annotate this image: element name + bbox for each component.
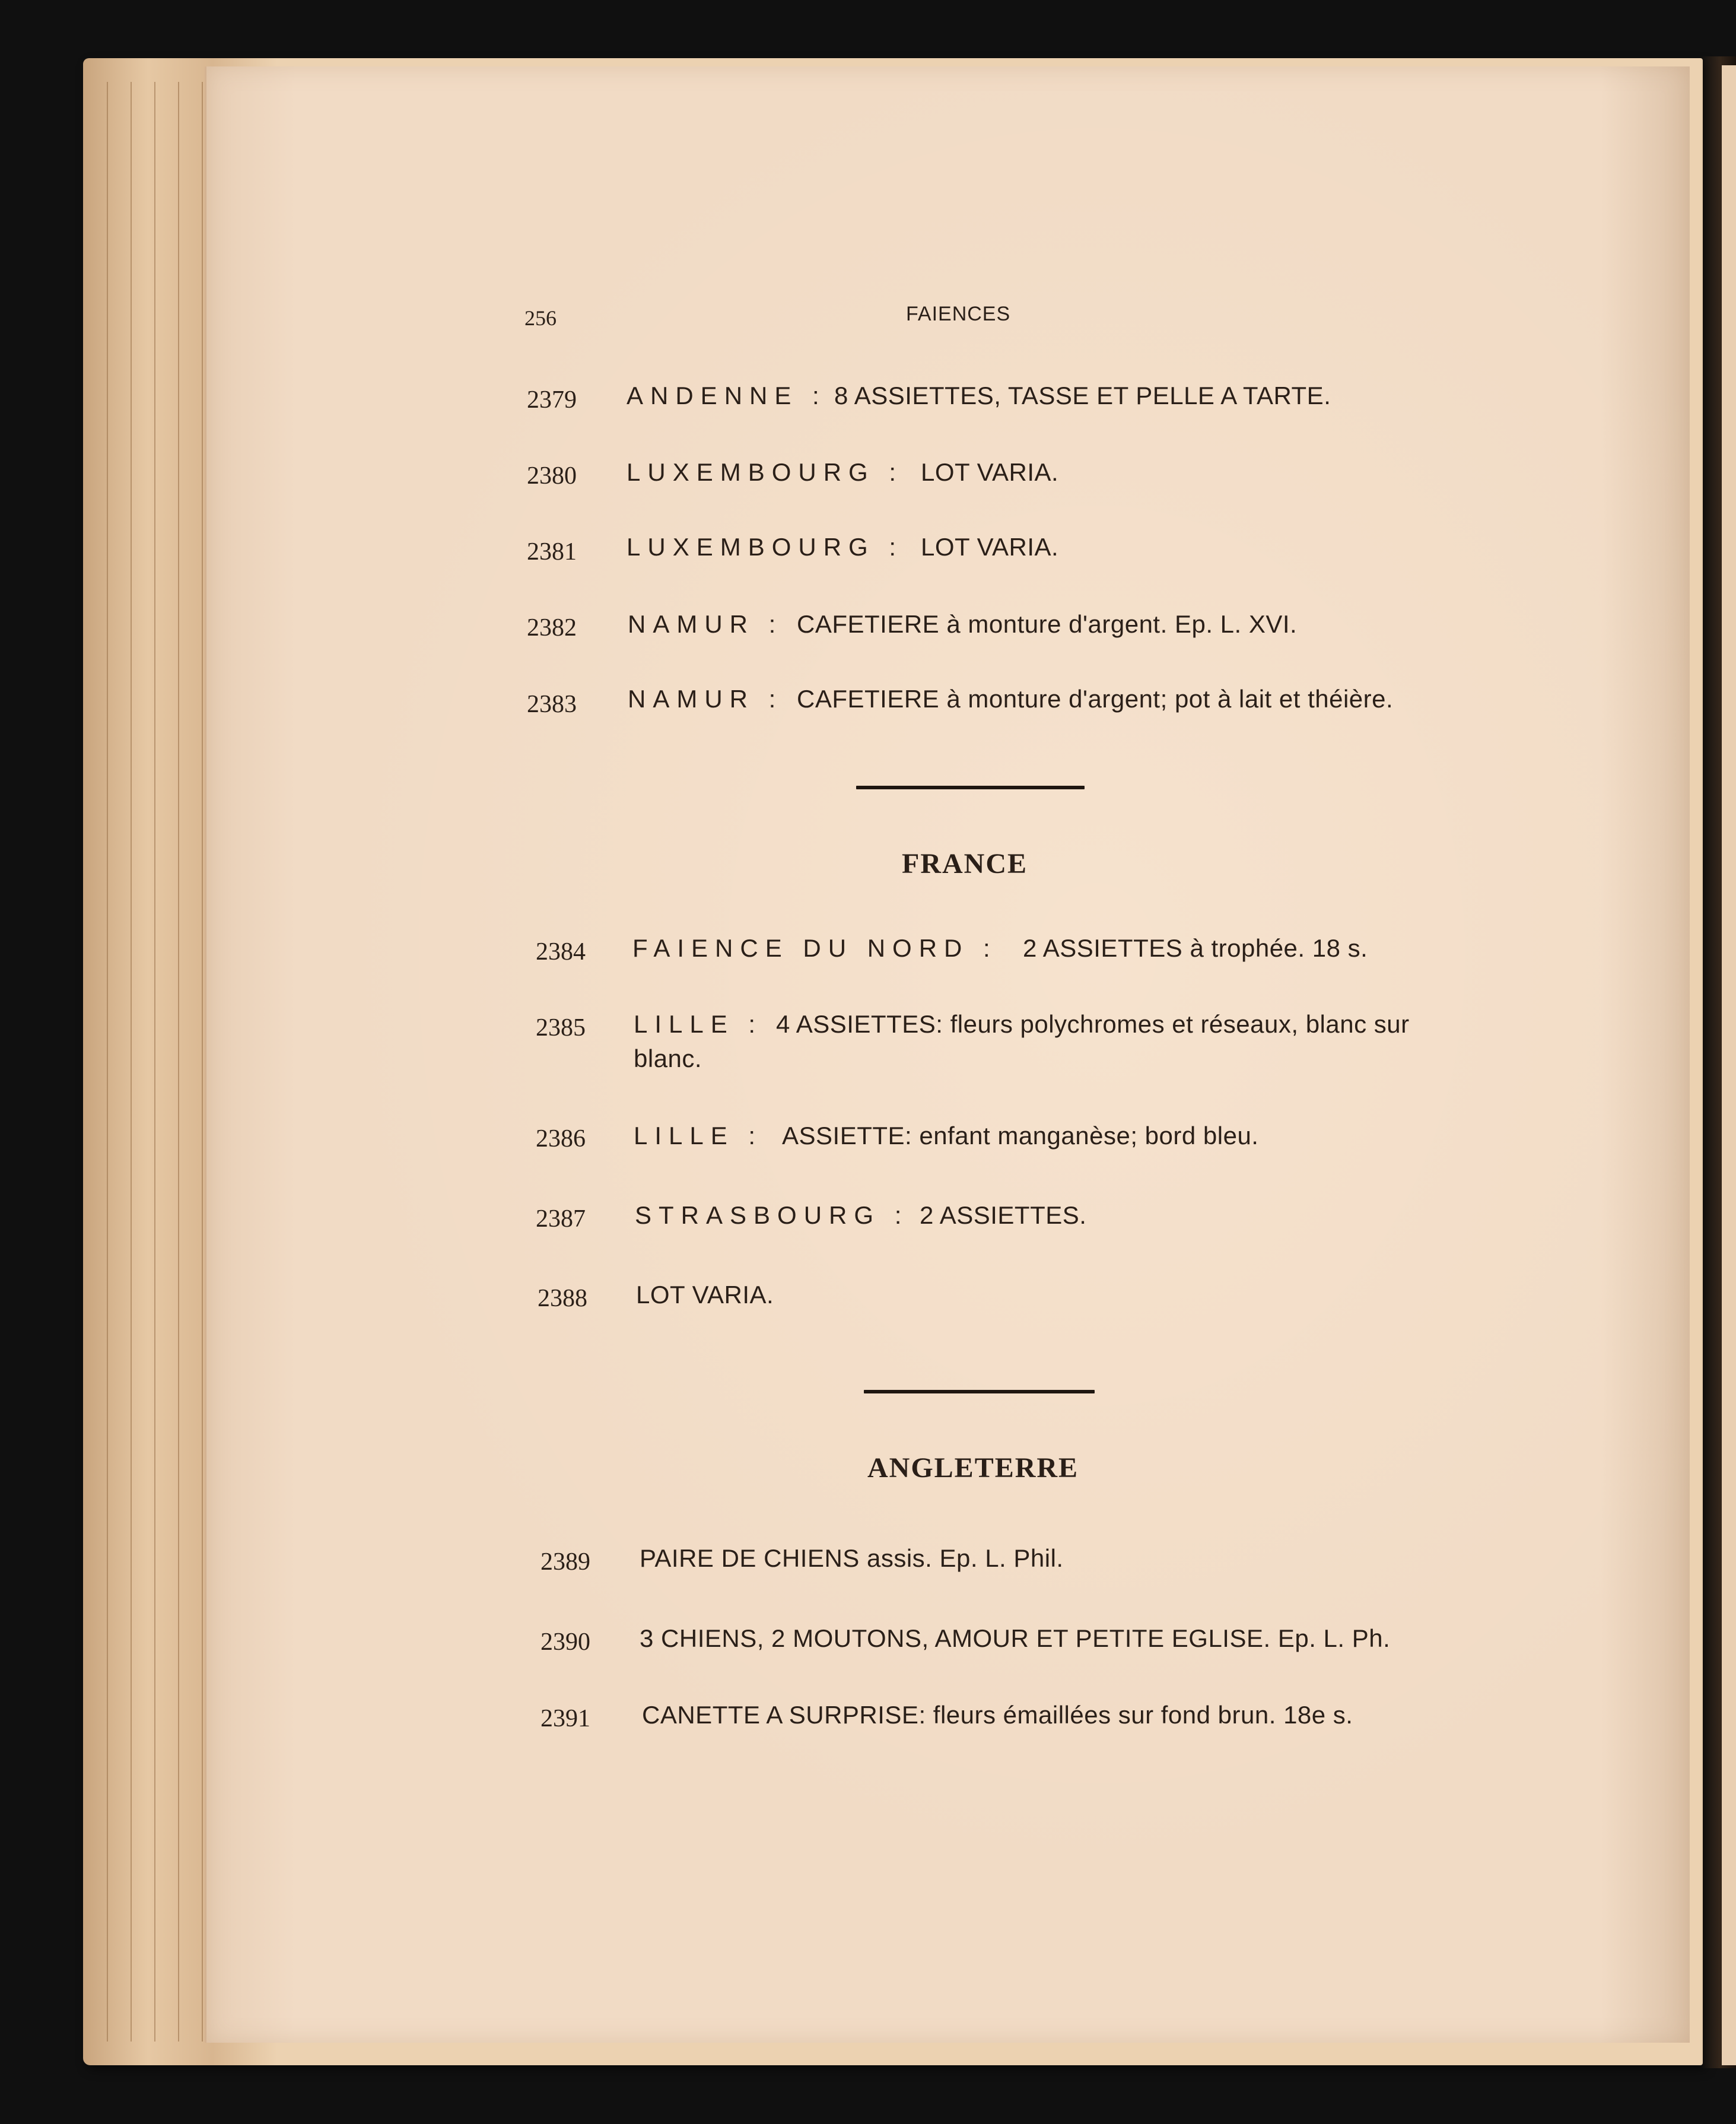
catalogue-page [205,66,1690,2043]
lot-place: LILLE : [634,1010,763,1038]
lot-number: 2385 [536,1014,586,1042]
lot-description: 8 ASSIETTES, TASSE ET PELLE A TARTE. [834,382,1331,409]
lot-number: 2390 [540,1628,590,1656]
lot-place: ANDENNE : [627,382,826,409]
lot-description: 2 ASSIETTES à trophée. 18 s. [1023,934,1368,962]
lot-description-continued: blanc. [634,1044,702,1072]
lot-description: PAIRE DE CHIENS assis. Ep. L. Phil. [640,1544,1064,1572]
page-number: 256 [524,306,557,330]
lot-number: 2381 [527,538,577,566]
section-title-france: FRANCE [902,848,1028,880]
lot-description: LOT VARIA. [921,533,1059,561]
page-edge-line [107,82,108,2042]
lot-number: 2383 [527,691,577,718]
lot-description: 3 CHIENS, 2 MOUTONS, AMOUR ET PETITE EGLISE. Ep. L. Ph. [640,1624,1391,1652]
page-edge-line [178,82,179,2042]
lot-number: 2386 [536,1125,586,1153]
section-title-angleterre: ANGLETERRE [867,1452,1079,1484]
lot-number: 2391 [540,1705,590,1732]
section-divider [864,1390,1095,1393]
lot-place: STRASBOURG : [635,1201,909,1229]
lot-place: LUXEMBOURG : [627,458,904,486]
lot-place: NAMUR : [628,610,783,638]
lot-description: LOT VARIA. [636,1281,774,1309]
page-edge-line [131,82,132,2042]
running-header: FAIENCES [906,303,1011,325]
lot-description: CAFETIERE à monture d'argent; pot à lait et théière. [797,685,1394,713]
lot-description: CANETTE A SURPRISE: fleurs émaillées sur fond brun. 18e s. [642,1701,1353,1729]
lot-number: 2380 [527,462,577,490]
lot-number: 2388 [538,1285,587,1312]
lot-description: 2 ASSIETTES. [920,1201,1087,1229]
lot-description: 4 ASSIETTES: fleurs polychromes et réseaux, blanc sur [776,1010,1410,1038]
lot-number: 2379 [527,386,577,414]
page-edge-line [202,82,203,2042]
lot-number: 2389 [540,1548,590,1576]
lot-number: 2387 [536,1205,586,1233]
lot-description: LOT VARIA. [921,458,1059,486]
section-divider [856,786,1085,789]
lot-place: FAIENCE DU NORD : [632,934,997,962]
lot-description: ASSIETTE: enfant manganèse; bord bleu. [782,1122,1259,1150]
page-edge-line [154,82,155,2042]
facing-page-edge [1722,65,1736,2065]
lot-number: 2384 [536,938,586,966]
lot-place: NAMUR : [628,685,783,713]
lot-number: 2382 [527,614,577,642]
lot-description: CAFETIERE à monture d'argent. Ep. L. XVI. [797,610,1298,638]
lot-place: LILLE : [634,1122,763,1150]
lot-place: LUXEMBOURG : [627,533,904,561]
